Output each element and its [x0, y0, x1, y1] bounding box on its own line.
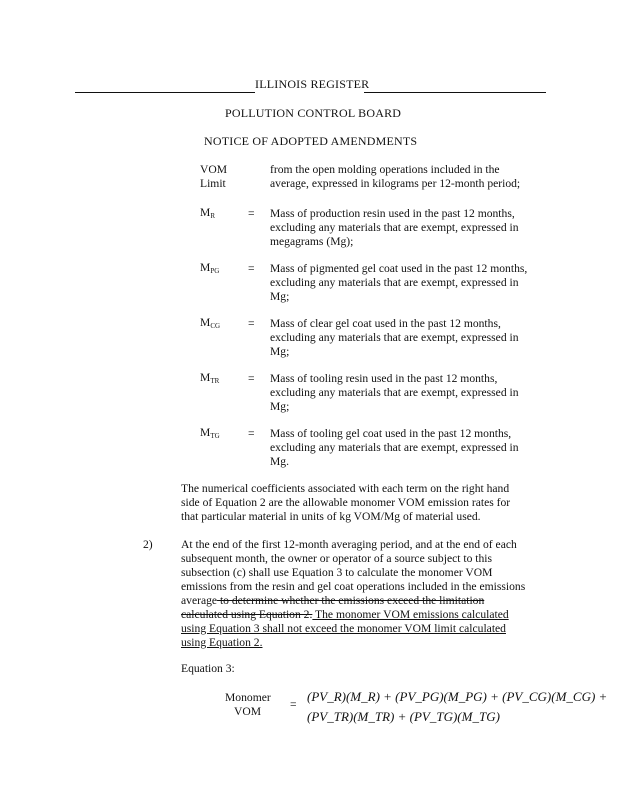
term-subscript: CG — [210, 322, 221, 330]
term-symbol: M — [200, 426, 211, 439]
definition-text-line: excluding any materials that are exempt, expressed in — [270, 276, 519, 289]
term-symbol: M — [200, 261, 211, 274]
coefficients-line: The numerical coefficients associated with each term on the right hand — [181, 482, 510, 495]
definition-term-limit: Limit — [200, 177, 226, 190]
term-subscript: TG — [210, 432, 220, 440]
equation-label: Equation 3: — [181, 662, 235, 675]
definition-equals: = — [248, 207, 255, 220]
definition-text-line: excluding any materials that are exempt, expressed in — [270, 331, 519, 344]
definition-equals: = — [248, 317, 255, 330]
definition-term-vom: VOM — [200, 163, 228, 176]
item2-line: subsequent month, the owner or operator of a source subject to this — [181, 552, 493, 565]
term-symbol: M — [200, 371, 211, 384]
definition-text-line: Mass of tooling resin used in the past 12 months, — [270, 372, 498, 385]
added-text: The monomer VOM emissions calculated — [312, 608, 509, 621]
definition-text-line: Mg. — [270, 455, 290, 468]
term-subscript: R — [210, 212, 215, 220]
definition-text-line: megagrams (Mg); — [270, 235, 354, 248]
definition-text-line: Mass of pigmented gel coat used in the past 12 months, — [270, 262, 528, 275]
term-symbol: M — [200, 316, 211, 329]
definition-text-line: Mg; — [270, 345, 290, 358]
notice-title: NOTICE OF ADOPTED AMENDMENTS — [204, 134, 418, 148]
plain-text: average — [181, 594, 218, 607]
definition-text-line: Mg; — [270, 290, 290, 303]
definition-term-mpg — [200, 261, 219, 275]
definition-equals: = — [248, 372, 255, 385]
item2-line: subsection (c) shall use Equation 3 to calculate the monomer VOM — [181, 566, 493, 579]
item2-line: At the end of the first 12-month averaging period, and at the end of each — [181, 538, 517, 551]
definition-text-line: Mg; — [270, 400, 290, 413]
board-title: POLLUTION CONTROL BOARD — [225, 106, 402, 120]
definition-text-line: Mass of production resin used in the past 12 months, — [270, 207, 515, 220]
definition-text-line: excluding any materials that are exempt, expressed in — [270, 441, 519, 454]
item2-line: emissions from the resin and gel coat operations included in the emissions — [181, 580, 526, 593]
definition-term-mcg — [200, 316, 220, 330]
definition-equals: = — [248, 427, 255, 440]
definition-text-line: from the open molding operations included in the — [270, 163, 500, 176]
item2-line — [181, 635, 262, 650]
header-rule-left — [75, 92, 255, 93]
register-title: ILLINOIS REGISTER — [255, 77, 370, 91]
definition-text-line: average, expressed in kilograms per 12-month period; — [270, 177, 521, 190]
definition-text-line: excluding any materials that are exempt, expressed in — [270, 386, 519, 399]
definition-text-line: Mass of tooling gel coat used in the past 12 months, — [270, 427, 512, 440]
definition-term-mr — [200, 206, 215, 220]
equation-equals: = — [290, 698, 297, 711]
added-text: using Equation 3 shall not exceed the monomer VOM limit calculated — [181, 622, 506, 635]
term-subscript: TR — [210, 377, 220, 385]
term-symbol: M — [200, 206, 211, 219]
definition-text-line: Mass of clear gel coat used in the past 12 months, — [270, 317, 501, 330]
coefficients-line: side of Equation 2 are the allowable monomer VOM emission rates for — [181, 496, 511, 509]
term-subscript: PG — [210, 267, 220, 275]
equation-row-1: (PV_R)(M_R) + (PV_PG)(M_PG) + (PV_CG)(M_CG) + — [307, 689, 608, 704]
definition-term-mtg — [200, 426, 220, 440]
item2-line — [181, 593, 484, 608]
struck-text: to determine whether the emissions exceed the limitation — [217, 594, 485, 607]
struck-text: calculated using Equation 2. — [181, 608, 313, 621]
coefficients-line: that particular material in units of kg VOM/Mg of material used. — [181, 510, 481, 523]
equation-row-2: (PV_TR)(M_TR) + (PV_TG)(M_TG) — [307, 709, 500, 724]
added-text: using Equation 2. — [181, 636, 263, 649]
item2-line — [181, 607, 509, 622]
item-number: 2) — [143, 538, 153, 551]
definition-text-line: excluding any materials that are exempt, expressed in — [270, 221, 519, 234]
item2-line — [181, 621, 506, 636]
definition-equals: = — [248, 262, 255, 275]
definition-term-mtr — [200, 371, 219, 385]
header-rule-right — [364, 92, 546, 93]
equation-lhs-monomer: Monomer — [225, 691, 271, 704]
equation-lhs-vom: VOM — [234, 705, 262, 718]
